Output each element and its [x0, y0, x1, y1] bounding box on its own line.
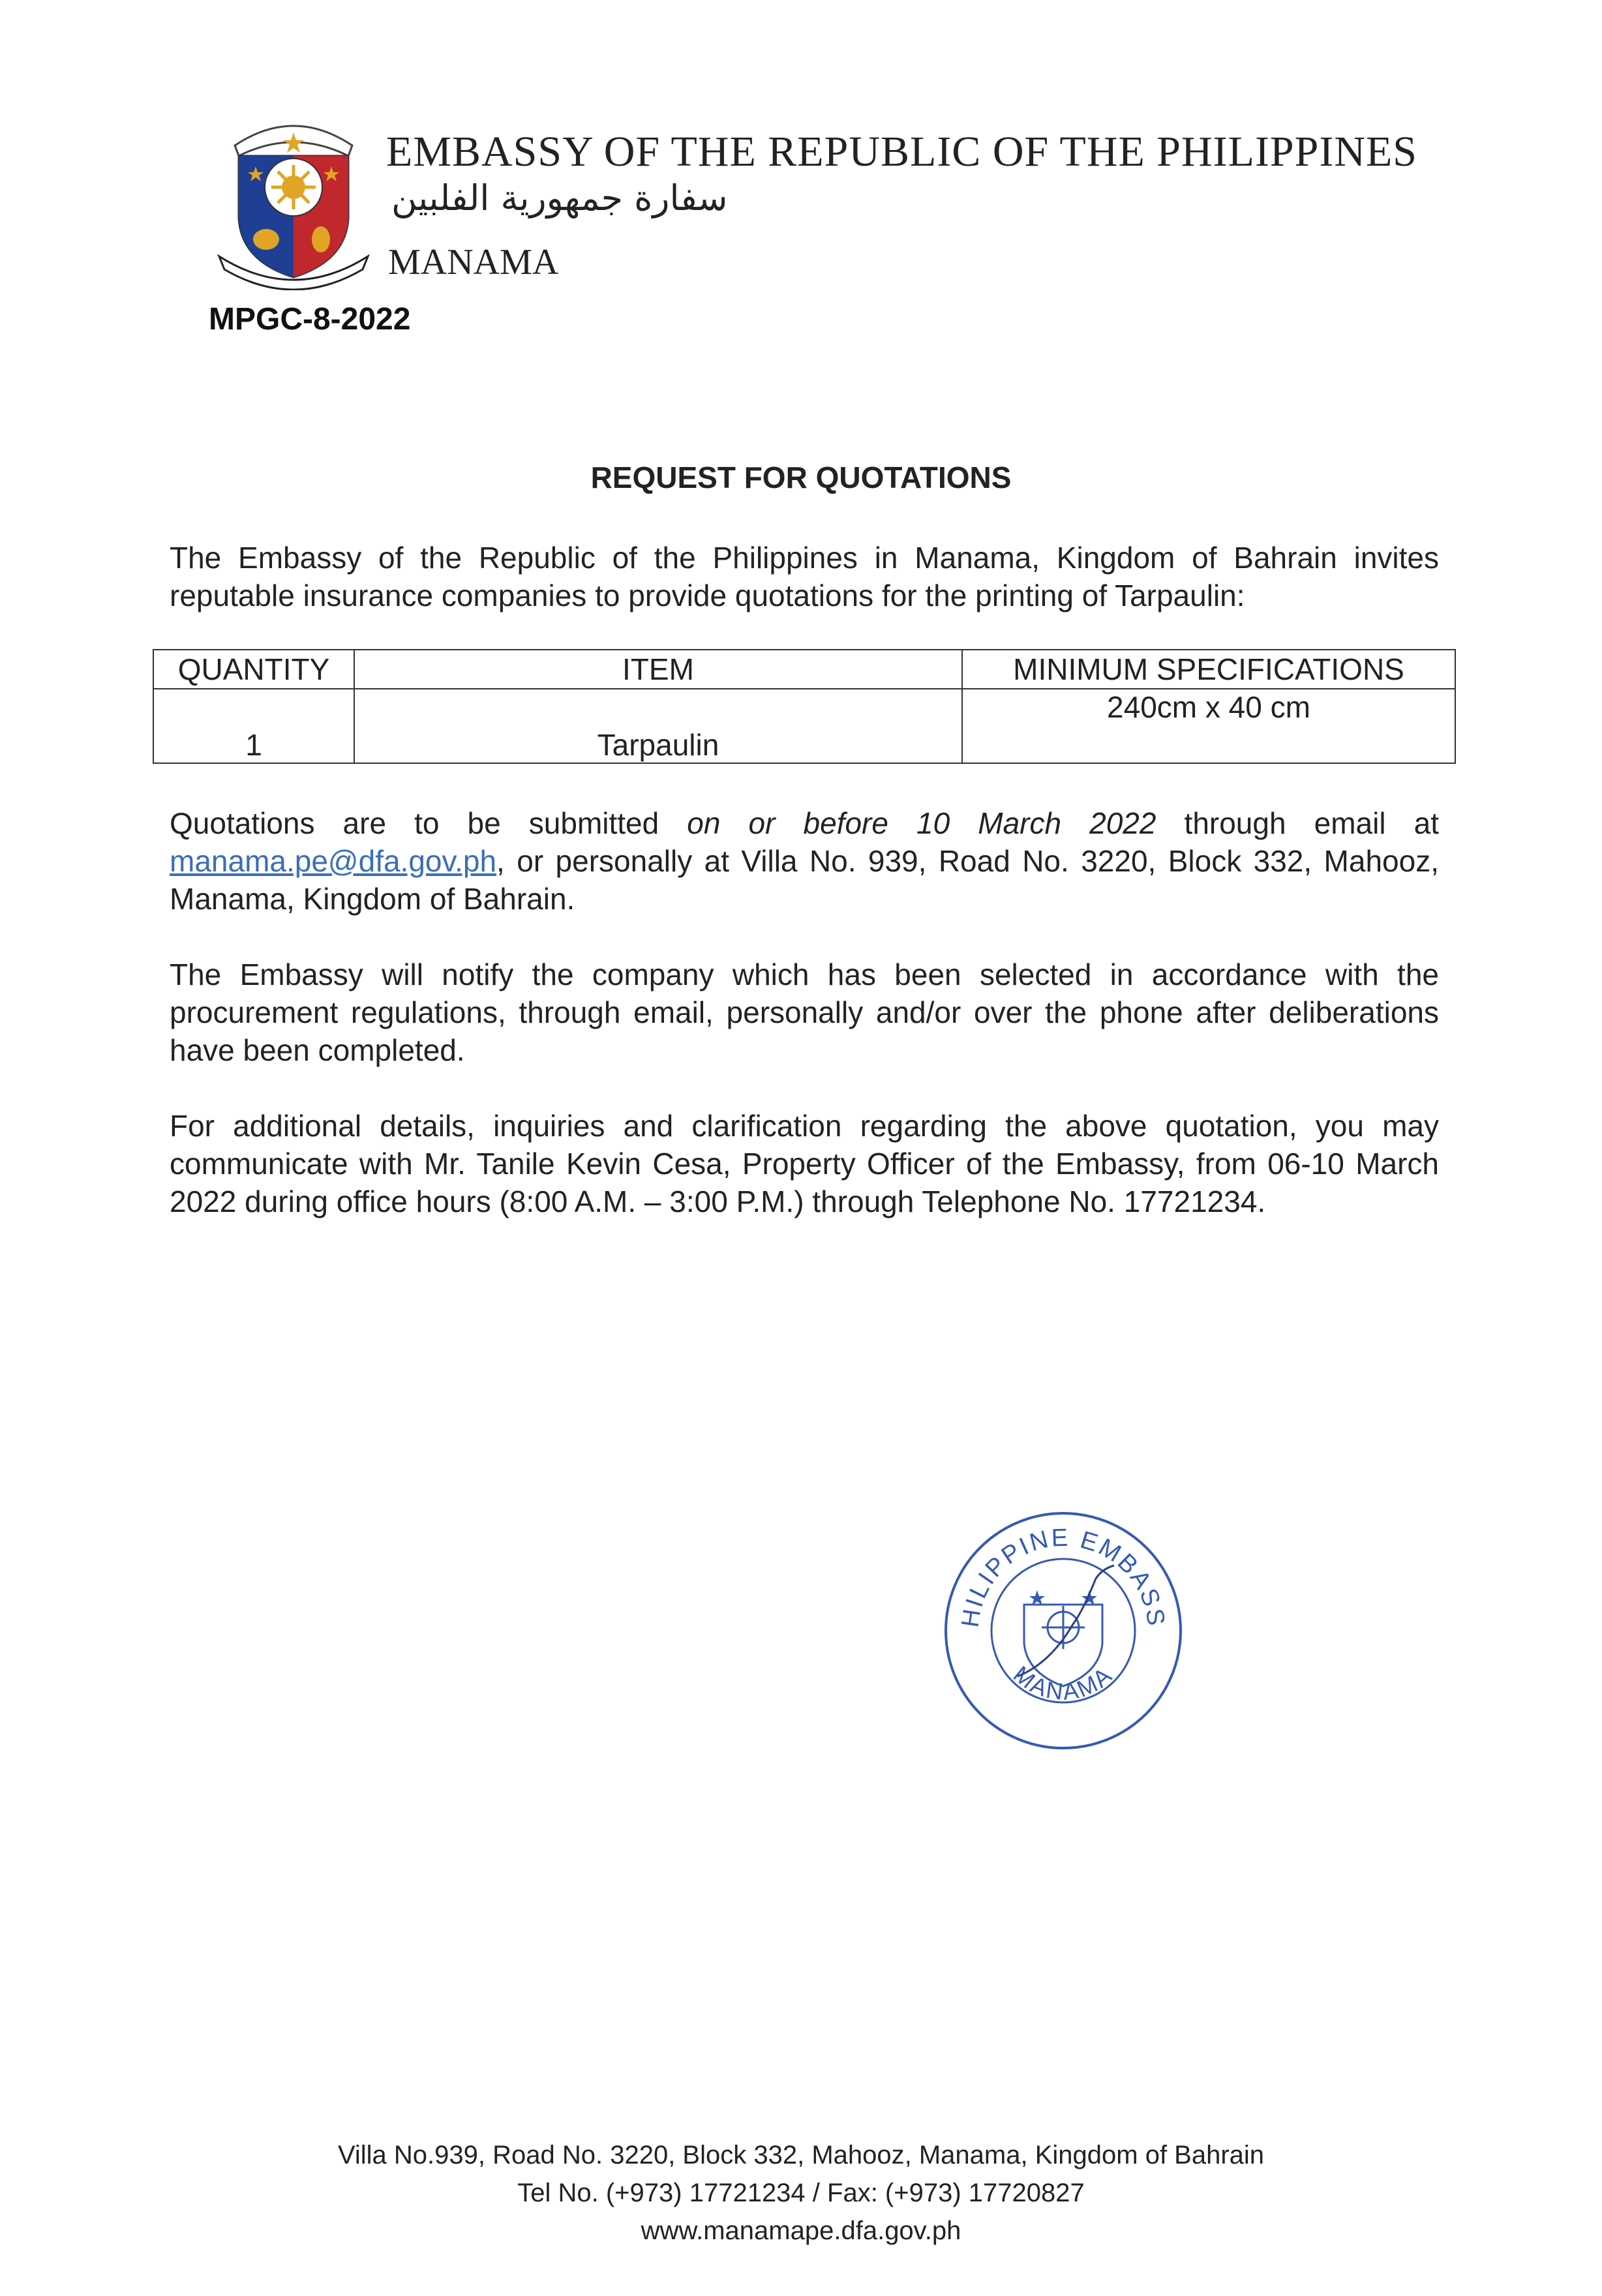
column-header-quantity: QUANTITY: [153, 650, 354, 689]
submission-mid: through email at: [1156, 806, 1439, 840]
footer: [0, 2136, 1602, 2250]
specifications-table: [153, 649, 1456, 764]
submission-deadline: on or before 10 March 2022: [687, 806, 1156, 840]
column-header-item: ITEM: [354, 650, 962, 689]
submission-tail: , or personally at Villa No. 939, Road No. 3220, Block 332, Mahooz, Manama, Kingdom of Bahrain.: [170, 844, 1439, 916]
cell-quantity: 1: [153, 689, 354, 763]
embassy-title: EMBASSY OF THE REPUBLIC OF THE PHILIPPINES: [386, 128, 1418, 175]
footer-address: Villa No.939, Road No. 3220, Block 332, Mahooz, Manama, Kingdom of Bahrain: [337, 2141, 1265, 2169]
coat-of-arms-logo: [215, 114, 372, 290]
embassy-title-arabic: سفارة جمهورية الفلبين: [391, 177, 728, 219]
embassy-seal-stamp: [939, 1507, 1187, 1755]
cell-specifications: 240cm x 40 cm: [962, 689, 1455, 763]
notification-paragraph: The Embassy will notify the company which has been selected in accordance with the procurement regulations, through email, personally and/or over the phone after deliberations have been completed.: [170, 958, 1439, 1067]
cell-item: Tarpaulin: [354, 689, 962, 763]
seal-bottom-text: MANAMA: [1008, 1660, 1118, 1706]
footer-website[interactable]: www.manamape.dfa.gov.ph: [641, 2216, 961, 2245]
table-row: [153, 689, 1455, 763]
page-title: REQUEST FOR QUOTATIONS: [590, 461, 1012, 494]
intro-paragraph: The Embassy of the Republic of the Philippines in Manama, Kingdom of Bahrain invites reputable insurance companies to provide quotations for the printing of Tarpaulin:: [170, 541, 1439, 612]
submission-lead: Quotations are to be submitted: [170, 806, 688, 840]
table-header-row: [153, 650, 1455, 689]
svg-text:MANAMA: [1008, 1661, 1118, 1705]
column-header-specifications: MINIMUM SPECIFICATIONS: [962, 650, 1455, 689]
svg-text:PHILIPPINE EMBASSY: [939, 1507, 1170, 1629]
submission-paragraph: [170, 804, 1439, 918]
embassy-city: MANAMA: [388, 242, 559, 282]
seal-top-text: HILIPPINE EMBASS: [956, 1524, 1170, 1629]
footer-phone-fax: Tel No. (+973) 17721234 / Fax: (+973) 17720827: [517, 2179, 1085, 2207]
email-link[interactable]: manama.pe@dfa.gov.ph: [170, 844, 497, 878]
reference-number: MPGC-8-2022: [209, 302, 411, 337]
contact-paragraph: For additional details, inquiries and clarification regarding the above quotation, you may communicate with Mr. Tanile Kevin Cesa, Property Officer of the Embassy, from 06-10 March 2022 during office hours (8:00 A.M. – 3:00 P.M.) through Telephone No. 17721234.: [170, 1109, 1439, 1218]
